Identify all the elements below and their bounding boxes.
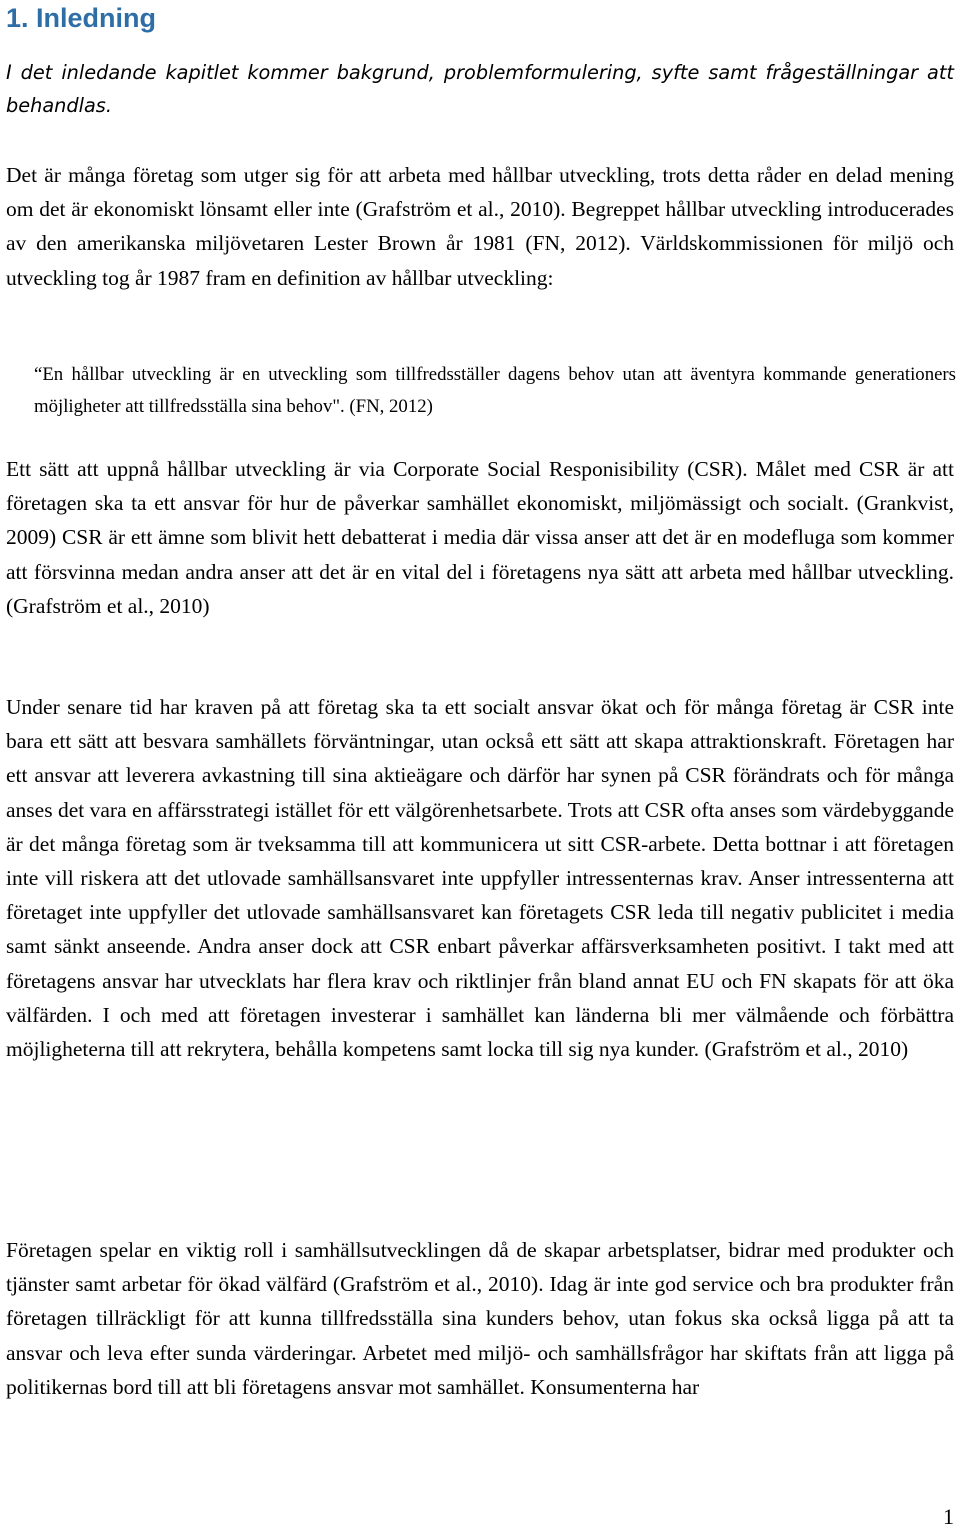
page-number: 1	[943, 1504, 954, 1529]
paragraph-4: Företagen spelar en viktig roll i samhällsutvecklingen då de skapar arbetsplatser, bidrar med produkter och tjänster samt arbetar för ökad välfärd (Grafström et al., 2010). Idag är inte god service och bra produkter från företagen tillräckligt för att kunna tillfredsställa sina kunders behov, utan fokus ska också ligga på att ta ansvar och leva efter sunda värderingar. Arbetet med miljö- och samhällsfrågor har skiftats från att ligga på politikernas bord till att bli företagens ansvar mot samhället. Konsumenterna har	[6, 1238, 954, 1399]
paragraph-1: Det är många företag som utger sig för att arbeta med hållbar utveckling, trots detta råder en delad mening om det är ekonomiskt lönsamt eller inte (Grafström et al., 2010). Begreppet hållbar utveckling introducerades av den amerikanska miljövetaren Lester Brown år 1981 (FN, 2012). Världskommissionen för miljö och utveckling tog år 1987 fram en definition av hållbar utveckling:	[6, 163, 954, 290]
definition-quote: “En hållbar utveckling är en utveckling som tillfredsställer dagens behov utan att äventyra kommande generationers möjligheter att tillfredsställa sina behov". (FN, 2012)	[34, 364, 956, 417]
paragraph-2: Ett sätt att uppnå hållbar utveckling är via Corporate Social Responisibility (CSR). Målet med CSR är att företagen ska ta ett ansvar för hur de påverkar samhället ekonomiskt, miljömässigt och socialt. (Grankvist, 2009) CSR är ett ämne som blivit hett debatterat i media där vissa anser att det är en modefluga som kommer att försvinna medan andra anser att det är en vital del i företagens nya sätt att arbeta med hållbar utveckling. (Grafström et al., 2010)	[6, 457, 954, 618]
intro-text: I det inledande kapitlet kommer bakgrund, problemformulering, syfte samt frågeställningar att behandlas.	[6, 61, 954, 117]
chapter-heading: 1. Inledning	[6, 3, 157, 33]
paragraph-3: Under senare tid har kraven på att företag ska ta ett socialt ansvar ökat och för många företag är CSR inte bara ett sätt att besvara samhällets förväntningar, utan också ett sätt att skapa attraktionskraft. Företagen har ett ansvar att leverera avkastning till sina aktieägare och därför har synen på CSR förändrats och för många anses det vara en affärsstrategi istället för ett välgörenhetsarbete. Trots att CSR ofta anses som värdebyggande är det många företag som är tveksamma till att kommunicera ut sitt CSR-arbete. Detta bottnar i att företagen inte vill riskera att det utlovade samhällsansvaret inte uppfyller intressenternas krav. Anser intressenterna att företaget inte uppfyller det utlovade samhällsansvaret kan företagets CSR leda till negativ publicitet i media samt sänkt anseende. Andra anser dock att CSR enbart påverkar affärsverksamheten positivt. I takt med att företagens ansvar har utvecklats har flera krav och riktlinjer från bland annat EU och FN skapats för att öka välfärden. I och med att företagen investerar i samhället kan länderna bli mer välmående och förbättra möjligheterna till att rekrytera, behålla kompetens samt locka till sig nya kunder. (Grafström et al., 2010)	[6, 695, 954, 1062]
